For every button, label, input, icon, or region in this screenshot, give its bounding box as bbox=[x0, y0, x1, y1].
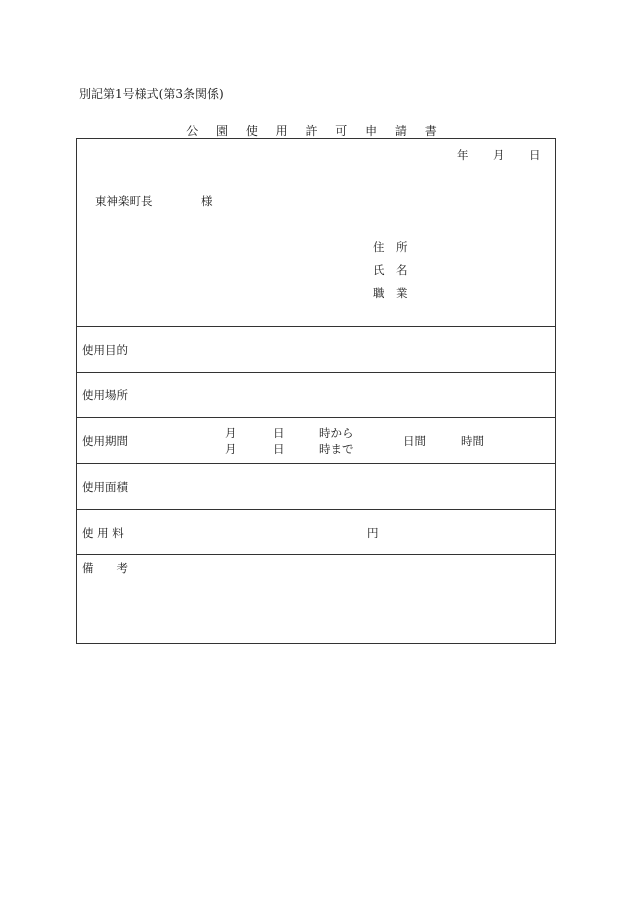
fee-unit: 円 bbox=[367, 526, 379, 540]
row-divider bbox=[77, 509, 555, 510]
row-divider bbox=[77, 554, 555, 555]
period-label: 使用期間 bbox=[82, 434, 128, 448]
area-label: 使用面積 bbox=[82, 480, 128, 494]
date-day-label: 日 bbox=[529, 148, 541, 162]
row-divider bbox=[77, 463, 555, 464]
period-start-time: 時から bbox=[319, 426, 354, 440]
date-year-label: 年 bbox=[457, 148, 469, 162]
period-end-day: 日 bbox=[273, 442, 285, 456]
period-end-time: 時まで bbox=[319, 442, 354, 456]
period-start-month: 月 bbox=[225, 426, 237, 440]
row-divider bbox=[77, 417, 555, 418]
form-number-label: 別記第1号様式(第3条関係) bbox=[79, 87, 224, 101]
purpose-label: 使用目的 bbox=[82, 343, 128, 357]
period-end-month: 月 bbox=[225, 442, 237, 456]
applicant-address-label: 住 所 bbox=[373, 240, 408, 254]
row-divider bbox=[77, 326, 555, 327]
application-form-table bbox=[76, 138, 556, 644]
addressee: 東神楽町長 bbox=[95, 194, 153, 208]
period-hours-unit: 時間 bbox=[461, 434, 484, 448]
row-divider bbox=[77, 372, 555, 373]
period-start-day: 日 bbox=[273, 426, 285, 440]
remarks-label: 備 考 bbox=[82, 561, 128, 575]
applicant-occupation-label: 職 業 bbox=[373, 286, 408, 300]
applicant-name-label: 氏 名 bbox=[373, 263, 408, 277]
date-month-label: 月 bbox=[493, 148, 505, 162]
period-days-unit: 日間 bbox=[403, 434, 426, 448]
place-label: 使用場所 bbox=[82, 388, 128, 402]
document-title: 公 園 使 用 許 可 申 請 書 bbox=[186, 124, 444, 138]
honorific: 様 bbox=[201, 194, 213, 208]
fee-label: 使 用 料 bbox=[82, 526, 124, 540]
